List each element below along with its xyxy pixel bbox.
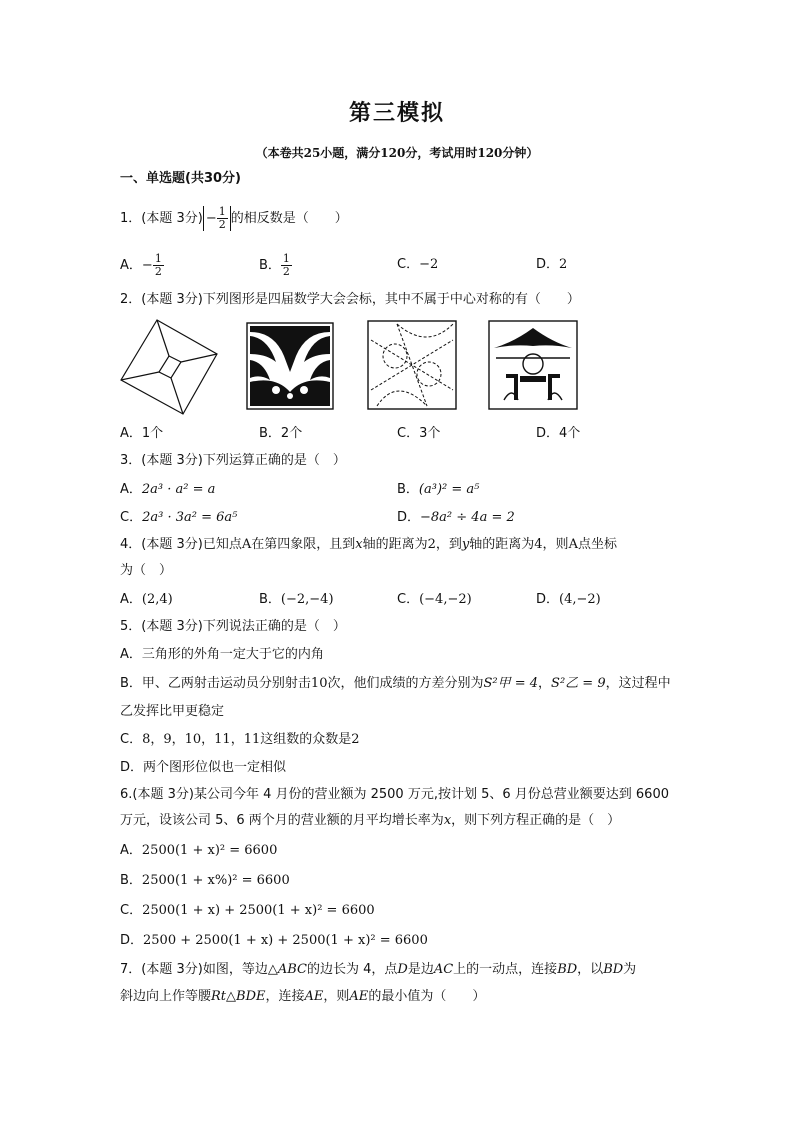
text: 这组数的众数是 [260,732,352,747]
number: 10 [310,676,328,691]
option-text: (−4,−2) [419,592,472,607]
option-label: A． [120,592,142,607]
option-text: 3个 [419,426,441,441]
text: ，则下列方程正确的是（ ） [451,813,621,828]
text: 7．(本题 3分)如图，等边 [120,962,268,977]
option-label: B． [259,592,281,607]
q4-option-b [259,591,334,609]
q4-option-d [536,591,601,609]
number: 2 [351,732,360,747]
text: ，连接 [265,989,305,1004]
question-3: 3．(本题 3分)下列运算正确的是（ ） [120,453,346,468]
option-text: (4,−2) [559,592,601,607]
text: ，这过程中 [605,676,671,691]
segment-label: BD [603,962,624,977]
text: 的边长为 4，点 [306,962,398,977]
point-label: D [397,962,408,977]
q6-option-a [120,842,277,860]
option-label: D． [120,933,144,948]
frac-den: 2 [218,218,226,231]
option-text: 2500(1 + x)² = 6600 [141,843,278,858]
option-text: −2 [419,257,439,272]
text: 的最小值为（ ） [368,989,486,1004]
q5-option-a: A．三角形的外角一定大于它的内角 [120,647,324,662]
text: 轴的距离为 [469,537,535,552]
q4-option-c [397,591,472,609]
option-text: 2a³ · a² = a [141,482,216,497]
q1-option-c [397,256,438,274]
number-list: 8，9，10，11，11 [142,732,261,747]
question-7-line-1 [120,961,636,979]
text: 4．(本题 3分)已知点 [120,537,242,552]
q5-option-d: D．两个图形位似也一定相似 [120,760,287,775]
text: 在第四象限，且到 [251,537,356,552]
option-text: 2a³ · 3a² = 6a⁵ [142,510,238,525]
question-6-line-1: 6.(本题 3分)某公司今年 4 月份的营业额为 2500 万元,按计划 5、6 月份总营业额要达到 6600 [120,787,669,802]
point-label: A [241,537,252,552]
text: 斜边向上作等腰 [120,989,212,1004]
question-4-line-1 [120,536,617,554]
option-text: −8a² ÷ 4a = 2 [420,510,515,525]
variable: x [355,537,363,552]
logo-pagoda-figure [488,320,578,410]
option-label: D． [397,510,421,525]
q6-option-d [120,932,428,950]
option-text: 1个 [141,426,164,441]
frac-den: 2 [282,265,290,278]
question-7-line-2 [120,988,485,1006]
text: 次，他们成绩的方差分别为 [327,676,484,691]
q3-option-d [397,509,515,527]
segment-label: AE [304,989,324,1004]
q4-option-a [120,591,173,609]
point-label: A [568,537,578,552]
text: B．甲、乙两射击运动员分别射击 [120,676,311,691]
variance-b: S²乙 = 9 [551,676,606,691]
option-text: 2500 + 2500(1 + x) + 2500(1 + x)² = 6600 [143,933,428,948]
text: ，则 [542,537,569,552]
q2-option-d [536,425,580,443]
q2-option-b [259,425,302,443]
option-label: C． [397,592,420,607]
option-text: 2个 [280,426,303,441]
option-label: B． [397,482,419,497]
separator: ， [538,676,552,691]
fraction [153,253,164,278]
question-6-line-2 [120,812,620,830]
option-text: 2500(1 + x) + 2500(1 + x)² = 6600 [142,903,375,918]
option-label: A． [120,843,142,858]
q1-option-d [536,256,567,274]
question-1-suffix: 的相反数是（ ） [230,211,348,226]
option-label: D． [536,592,560,607]
page-title: 第三模拟 [348,101,445,126]
option-label: D． [536,257,560,272]
segment-label: BD [557,962,578,977]
question-1-prefix: 1．(本题 3分) [120,211,203,226]
option-label: C． [120,732,143,747]
section-heading: 一、单选题(共30分) [120,171,241,186]
variable: y [461,537,470,552]
fraction [281,253,292,278]
abs-value [203,206,231,231]
q5-option-b [120,675,671,693]
option-label: C． [397,426,420,441]
option-label: C． [397,257,420,272]
exam-subtitle: （本卷共25小题，满分120分，考试用时120分钟） [255,146,539,160]
segment-label: AC [433,962,454,977]
frac-num: 1 [282,252,290,265]
variance-a: S²甲 = 4 [483,676,539,691]
question-1 [120,206,348,231]
option-label: C． [120,903,143,918]
sign: − [141,258,153,273]
question-4-line-2: 为（ ） [120,563,173,578]
q3-option-a [120,481,215,499]
q3-option-b [397,481,479,499]
option-label: C． [120,510,143,525]
question-2: 2．(本题 3分)下列图形是四届数学大会会标，其中不属于中心对称的有（ ） [120,292,580,307]
frac-num: 1 [218,205,226,218]
logo-dashed-circles-figure [367,320,457,410]
number: 4 [534,537,543,552]
option-label: B． [259,426,281,441]
segment-label: AE [349,989,369,1004]
option-text: (a³)² = a⁵ [418,482,480,497]
text: 万元，设该公司 5、6 两个月的营业额的月平均增长率为 [120,813,444,828]
option-label: D． [536,426,560,441]
question-5: 5．(本题 3分)下列说法正确的是（ ） [120,619,346,634]
text: 为 [623,962,637,977]
text: ，到 [435,537,462,552]
q6-option-b [120,872,290,890]
text: 是边 [407,962,434,977]
option-label: A． [120,258,142,273]
triangle-label: Rt△BDE [211,989,266,1004]
q5-option-c [120,731,360,749]
logo-tree-figure [246,322,334,410]
q3-option-c [120,509,237,527]
q1-option-a [120,253,164,278]
triangle-label: △ABC [267,962,307,977]
variable: x [443,813,452,828]
q1-option-b [259,253,292,278]
text: ，以 [577,962,604,977]
frac-den: 2 [154,265,162,278]
option-label: A． [120,426,142,441]
option-text: 2 [559,257,568,272]
text: 点坐标 [577,537,617,552]
text: 上的一动点，连接 [453,962,558,977]
option-text: 4个 [559,426,581,441]
q2-option-c [397,425,440,443]
option-text: (−2,−4) [280,592,334,607]
fraction [217,206,228,231]
number: 2 [427,537,436,552]
option-label: B． [259,258,281,273]
q2-option-a [120,425,163,443]
option-label: B． [120,873,142,888]
q6-option-c [120,902,375,920]
text: 轴的距离为 [362,537,428,552]
option-text: (2,4) [141,592,173,607]
q5-option-b-line-2: 乙发挥比甲更稳定 [120,704,225,719]
logo-pinwheel-figure [119,318,219,416]
option-text: 2500(1 + x%)² = 6600 [141,873,290,888]
frac-num: 1 [154,252,162,265]
text: ，则 [323,989,350,1004]
sign: − [205,211,217,226]
option-label: A． [120,482,142,497]
